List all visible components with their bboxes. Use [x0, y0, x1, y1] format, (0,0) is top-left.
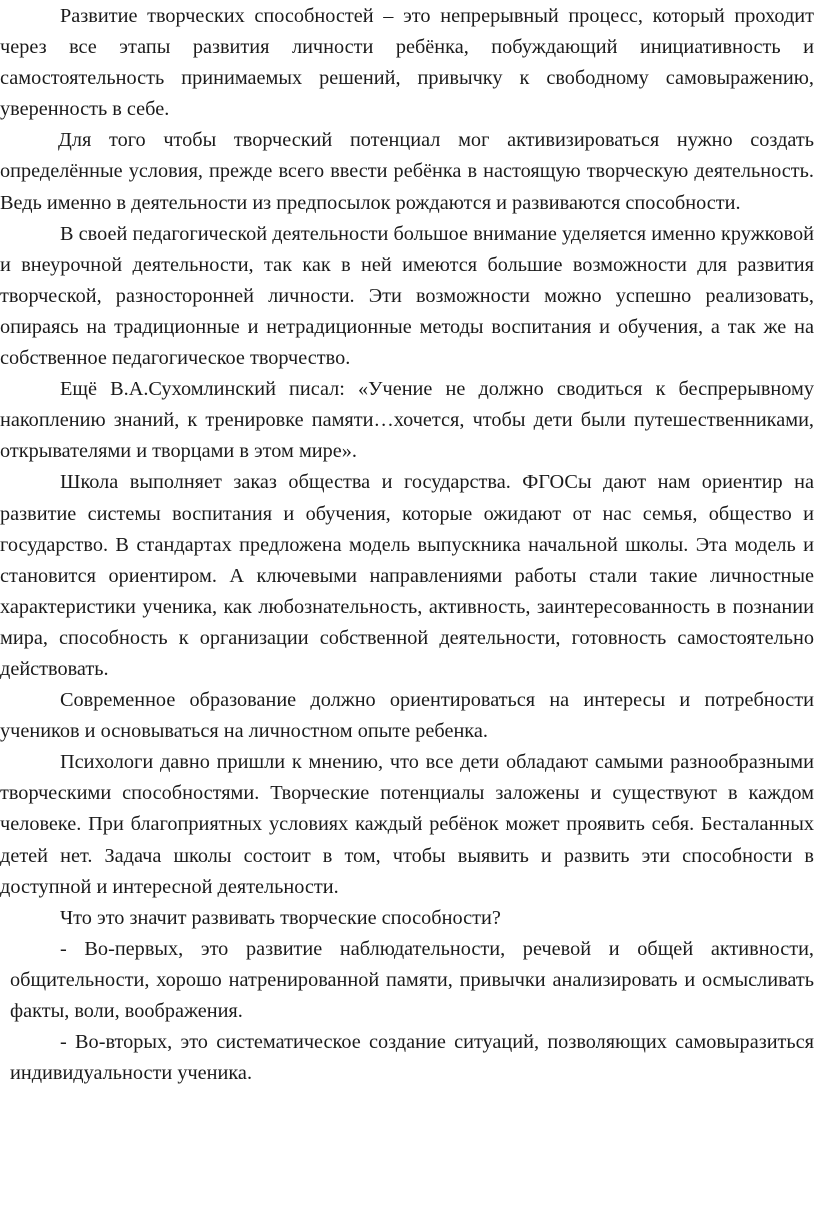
paragraph-psychologists: Психологи давно пришли к мнению, что все дети обладают самыми разнообразными творческими способностями. Творческие потенциалы заложены и существуют в каждом человеке. При благоприятных условиях каждый ребёнок может проявить себя. Бесталанных детей нет. Задача школы состоит в том, чтобы выявить и развить эти способности в доступной и интересной деятельности. — [0, 751, 814, 898]
paragraph-sukhomlinsky-quote: Ещё В.А.Сухомлинский писал: «Учение не должно сводиться к беспрерывному накоплению знаний, к тренировке памяти…хочется, чтобы дети были путешественниками, открывателями и творцами в этом мире». — [0, 378, 814, 463]
paragraph-creative-development: Развитие творческих способностей – это непрерывный процесс, который проходит через все этапы развития личности ребёнка, побуждающий инициативность и самостоятельность принимаемых решений, привычку к свободному самовыражению, уверенность в себе. — [0, 5, 814, 121]
paragraph-conditions: Для того чтобы творческий потенциал мог активизироваться нужно создать определённые условия, прежде всего ввести ребёнка в настоящую творческую деятельность. Ведь именно в деятельности из предпосылок рождаются и развиваются способности. — [0, 129, 814, 214]
paragraph-pedagogical-activity: В своей педагогической деятельности большое внимание уделяется именно кружковой и внеурочной деятельности, так как в ней имеются большие возможности для развития творческой, разносторонней личности. Эти возможности можно успешно реализовать, опираясь на традиционные и нетрадиционные методы воспитания и обучения, а так же на собственное педагогическое творчество. — [0, 222, 814, 370]
list-item-first: - Во-первых, это развитие наблюдательности, речевой и общей активности, общительности, хорошо натренированной памяти, привычки анализировать и осмысливать факты, воли, воображения. — [10, 937, 814, 1022]
list-item-second: - Во-вторых, это систематическое создание ситуаций, позволяющих самовыразиться индивидуальности ученика. — [10, 1031, 814, 1085]
paragraph-school-standards: Школа выполняет заказ общества и государства. ФГОСы дают нам ориентир на развитие системы воспитания и обучения, которые ожидают от нас семья, общество и государство. В стандартах предложена модель выпускника начальной школы. Эта модель и становится ориентиром. А ключевыми направлениями работы стали такие личностные характеристики ученика, как любознательность, активность, заинтересованность в познании мира, способность к организации собственной деятельности, готовность самостоятельно действовать. — [0, 471, 814, 680]
paragraph-question: Что это значит развивать творческие способности? — [60, 906, 501, 929]
paragraph-modern-education: Современное образование должно ориентироваться на интересы и потребности учеников и основываться на личностном опыте ребенка. — [0, 689, 814, 743]
